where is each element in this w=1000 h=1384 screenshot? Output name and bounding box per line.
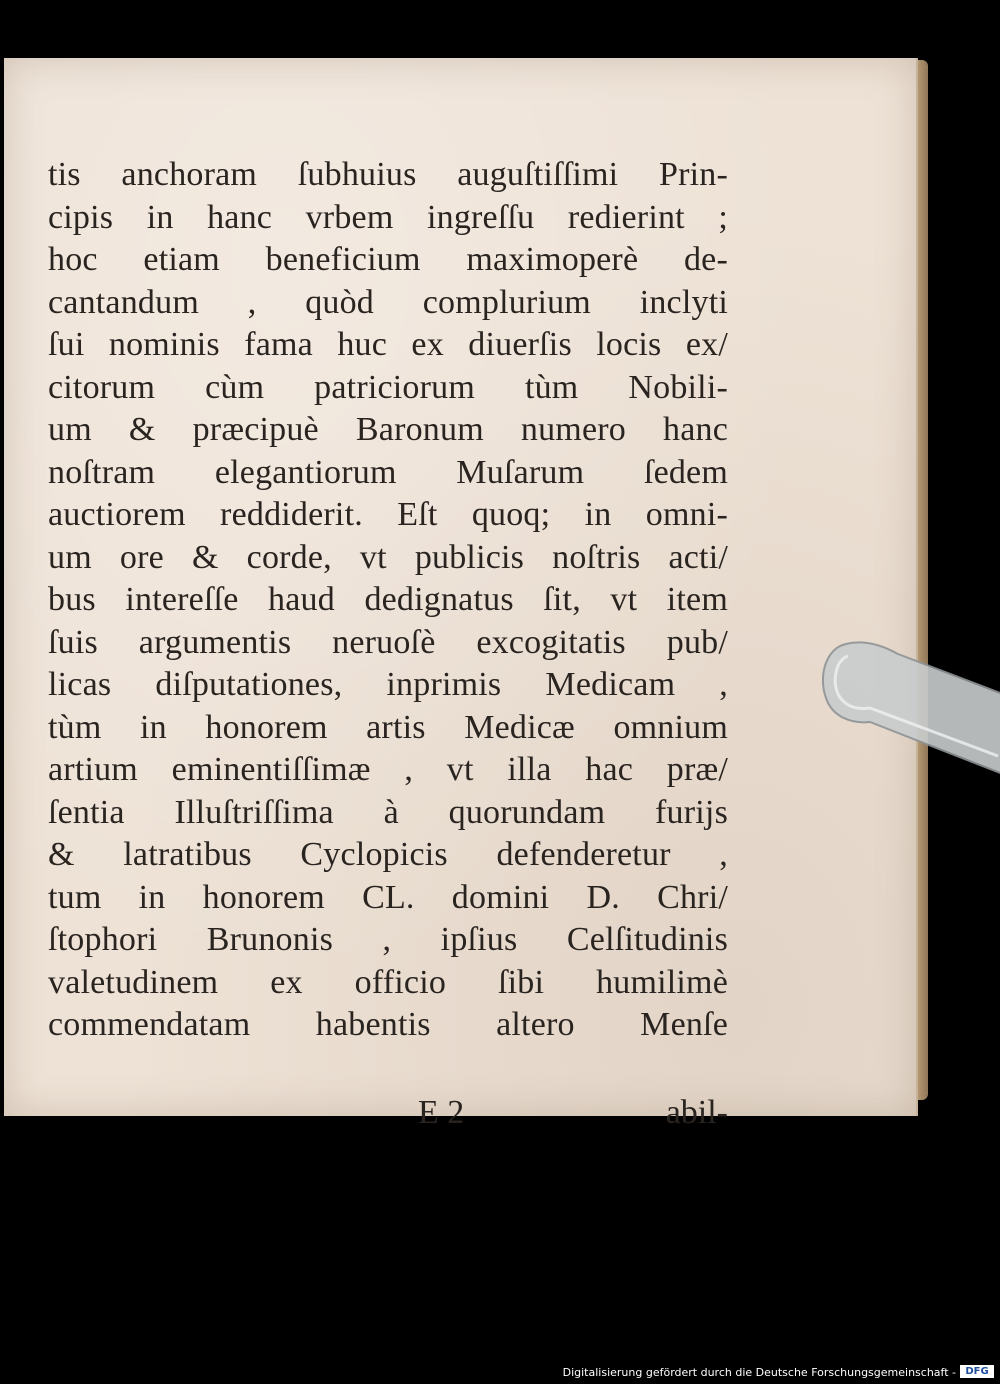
text-line: auctiorem reddiderit. Eſt quoq; in omni- xyxy=(48,496,728,533)
text-line: commendatam habentis altero Menſe xyxy=(48,1006,728,1043)
catchword: abil- xyxy=(665,1094,728,1131)
signature-mark: E 2 xyxy=(418,1094,465,1131)
text-line: tis anchoram ſubhuius auguſtiſſimi Prin- xyxy=(48,156,728,193)
text-line: cipis in hanc vrbem ingreſſu redierint ; xyxy=(48,198,728,236)
text-line: noſtram elegantiorum Muſarum ſedem xyxy=(48,453,728,491)
text-block xyxy=(48,154,728,1047)
text-line: licas diſputationes, inprimis Medicam , xyxy=(48,666,728,703)
text-line: um ore & corde, vt publicis noſtris acti/ xyxy=(48,538,728,576)
book-page xyxy=(4,58,918,1131)
text-line: bus intereſſe haud dedignatus ſit, vt item xyxy=(48,581,728,618)
text-line: & latratibus Cyclopicis defenderetur , xyxy=(48,836,728,873)
dfg-logo: DFG xyxy=(960,1365,994,1378)
page-footer xyxy=(48,1094,728,1138)
text-line: ſtophori Brunonis , ipſius Celſitudinis xyxy=(48,921,728,958)
text-line: artium eminentiſſimæ , vt illa hac præ/ xyxy=(48,751,728,788)
page-clip-icon xyxy=(818,636,1000,776)
text-line: hoc etiam beneficium maximoperè de- xyxy=(48,241,728,278)
credit-bar xyxy=(0,1360,1000,1384)
text-line: citorum cùm patriciorum tùm Nobili- xyxy=(48,368,728,406)
digitization-credit: Digitalisierung gefördert durch die Deutsche Forschungsgemeinschaft - xyxy=(562,1366,956,1379)
text-line: ſuis argumentis neruoſè excogitatis pub/ xyxy=(48,623,728,661)
text-line: tùm in honorem artis Medicæ omnium xyxy=(48,708,728,746)
text-line: ſui nominis fama huc ex diuerſis locis ex/ xyxy=(48,326,728,363)
text-line: um & præcipuè Baronum numero hanc xyxy=(48,411,728,448)
text-line: cantandum , quòd complurium inclyti xyxy=(48,283,728,321)
text-line: ſentia Illuſtriſſima à quorundam furijs xyxy=(48,793,728,831)
text-line: tum in honorem CL. domini D. Chri/ xyxy=(48,878,728,916)
text-line: valetudinem ex officio ſibi humilimè xyxy=(48,963,728,1001)
